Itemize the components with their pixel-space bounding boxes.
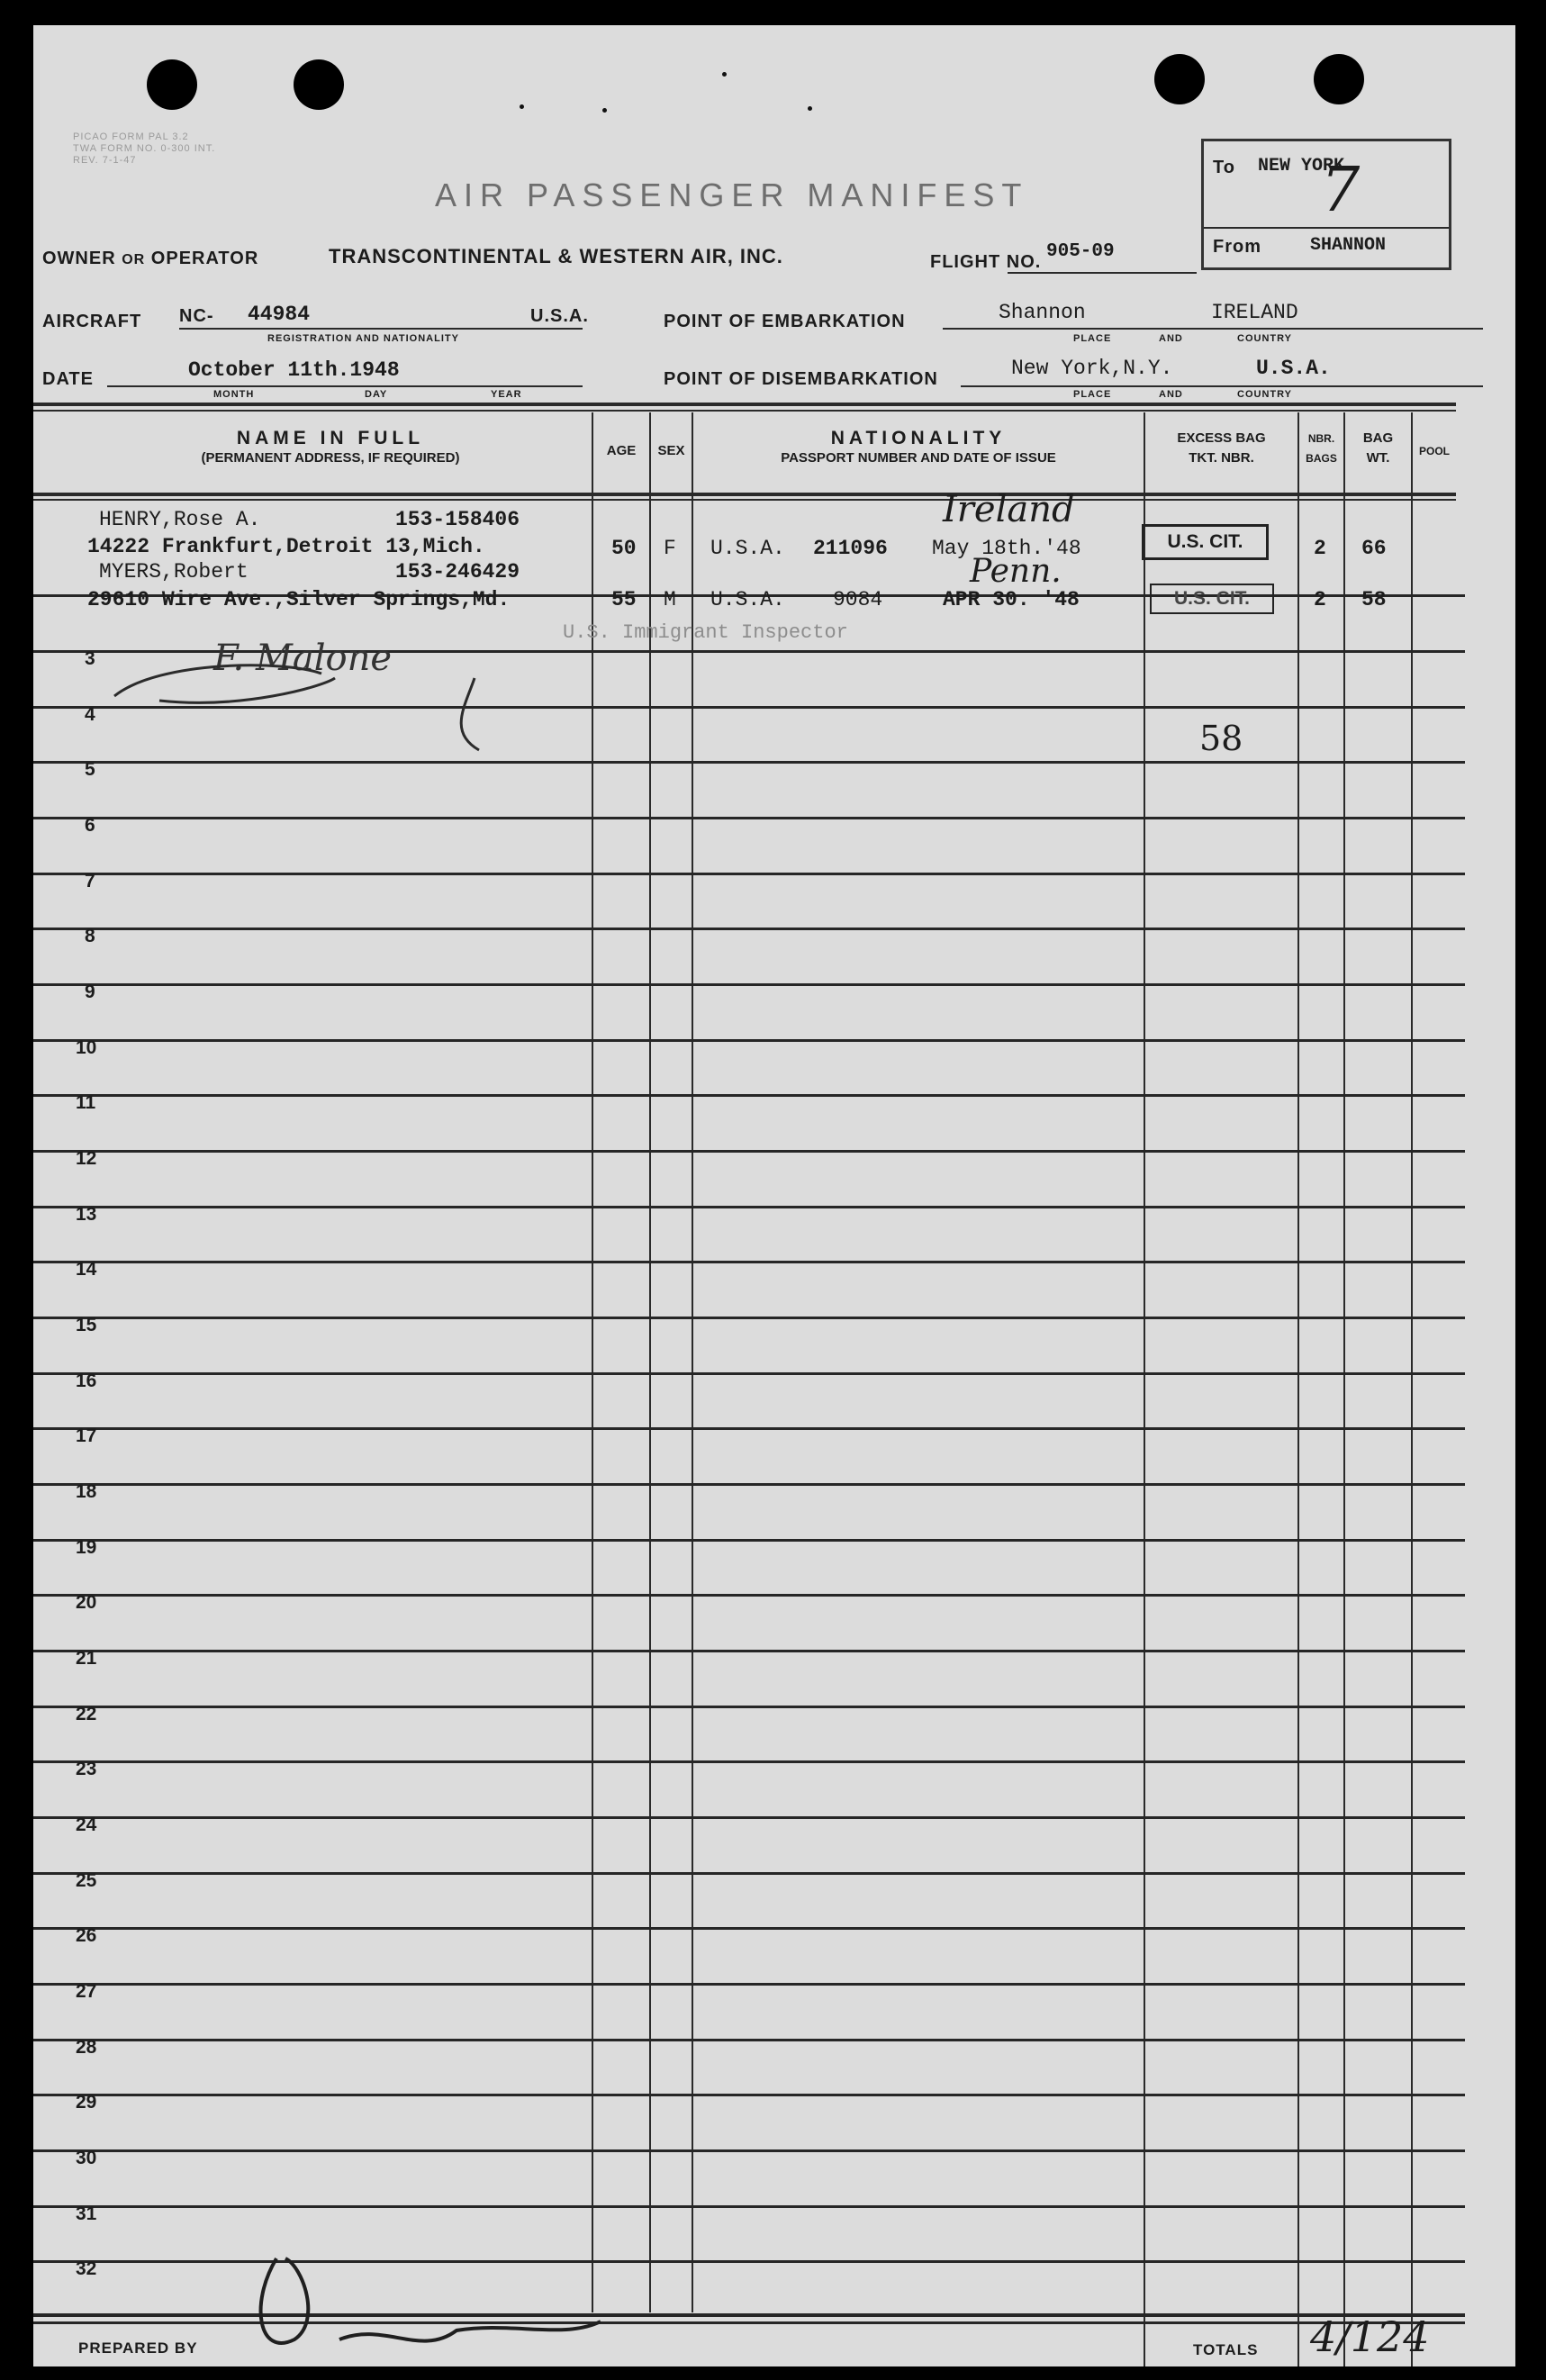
table-top-rule xyxy=(33,403,1456,406)
row-number: 14 xyxy=(76,1259,97,1280)
col-header-nbr-line: BAGS xyxy=(1306,452,1337,465)
owner-label: OWNER xyxy=(42,249,116,268)
row-rule xyxy=(33,2205,1465,2208)
passenger-sex: F xyxy=(664,537,676,560)
row-number: 7 xyxy=(85,871,95,891)
passenger-note: Penn. xyxy=(970,553,1062,590)
col-header-nbr-line: NBR. xyxy=(1307,432,1335,445)
row-number: 21 xyxy=(76,1648,97,1669)
row-rule xyxy=(33,1650,1465,1652)
date-caption-year: YEAR xyxy=(491,389,522,400)
row-number: 29 xyxy=(76,2092,97,2113)
passenger-bags: 2 xyxy=(1314,588,1326,611)
col-header-excess-line: EXCESS BAG xyxy=(1177,430,1266,446)
punch-hole xyxy=(1314,54,1364,104)
aircraft-prefix: NC- xyxy=(179,306,214,326)
table-top-rule xyxy=(33,410,1456,412)
row-rule xyxy=(33,983,1465,986)
row-number: 10 xyxy=(76,1037,97,1058)
disembarkation-underline xyxy=(961,385,1483,387)
col-header-excess-line: TKT. NBR. xyxy=(1189,450,1254,466)
date-value: October 11th.1948 xyxy=(188,358,400,382)
form-id-line: PICAO FORM PAL 3.2 xyxy=(73,131,189,142)
col-header-sex: SEX xyxy=(657,443,685,458)
embarkation-place: Shannon xyxy=(999,301,1086,324)
flight-label: FLIGHT NO. xyxy=(930,252,1042,272)
row-number: 12 xyxy=(76,1148,97,1169)
date-caption-day: DAY xyxy=(365,389,388,400)
passenger-nationality: U.S.A. xyxy=(710,588,785,611)
row-rule xyxy=(33,1206,1465,1208)
embarkation-caption-place: PLACE xyxy=(1073,333,1112,344)
inspector-signature: F. Malone xyxy=(213,638,393,679)
row-rule xyxy=(33,1872,1465,1875)
aircraft-underline xyxy=(179,328,583,330)
col-header-wt-line: BAG xyxy=(1362,430,1394,446)
row-rule xyxy=(33,2149,1465,2152)
to-label: To xyxy=(1213,158,1235,177)
col-divider xyxy=(649,412,651,2312)
punch-hole xyxy=(1154,54,1205,104)
col-header-name-sub: (PERMANENT ADDRESS, IF REQUIRED) xyxy=(201,450,460,466)
row-rule xyxy=(33,1150,1465,1153)
aircraft-registration: 44984 xyxy=(248,303,311,326)
passenger-weight: 58 xyxy=(1361,588,1387,611)
passenger-address: 14222 Frankfurt,Detroit 13,Mich. xyxy=(87,535,485,558)
excess-stamp: U.S. CIT. xyxy=(1142,524,1269,560)
signature-flourish xyxy=(105,624,574,759)
row-number: 9 xyxy=(85,982,95,1002)
passenger-bags: 2 xyxy=(1314,537,1326,560)
row-rule xyxy=(33,1094,1465,1097)
passenger-sex: M xyxy=(664,588,676,611)
disembarkation-country: U.S.A. xyxy=(1256,357,1331,380)
row-rule xyxy=(33,1317,1465,1319)
flight-underline xyxy=(1008,272,1197,274)
operator-label xyxy=(42,249,258,269)
date-label: DATE xyxy=(42,369,94,389)
row-rule xyxy=(33,928,1465,930)
embarkation-country: IRELAND xyxy=(1211,301,1298,324)
row-number: 32 xyxy=(76,2258,97,2279)
disembarkation-label: POINT OF DISEMBARKATION xyxy=(664,369,938,389)
operator-word: OPERATOR xyxy=(150,249,259,268)
prepared-by-label: PREPARED BY xyxy=(78,2339,198,2357)
excess-stamp: U.S. CIT. xyxy=(1150,584,1274,614)
passenger-age: 55 xyxy=(611,588,637,611)
aircraft-nationality: U.S.A. xyxy=(530,306,589,326)
form-id-line: TWA FORM NO. 0-300 INT. xyxy=(73,143,216,154)
row-number: 11 xyxy=(76,1092,96,1113)
col-header-age: AGE xyxy=(606,443,637,458)
passenger-passport: 9084 xyxy=(833,588,883,611)
row-rule xyxy=(33,1594,1465,1597)
speck xyxy=(520,104,524,109)
handwritten-weight: 58 xyxy=(1199,719,1243,758)
aircraft-caption: REGISTRATION AND NATIONALITY xyxy=(267,333,459,344)
row-rule xyxy=(33,1427,1465,1430)
row-number: 27 xyxy=(76,1981,97,2002)
row-rule xyxy=(33,1927,1465,1930)
speck xyxy=(602,108,607,113)
row-number: 22 xyxy=(76,1704,97,1724)
row-number: 28 xyxy=(76,2037,97,2058)
passenger-address: 29610 Wire Ave.,Silver Springs,Md. xyxy=(87,588,511,611)
preparer-signature xyxy=(240,2231,637,2366)
col-header-pool: POOL xyxy=(1418,445,1450,457)
row-rule xyxy=(33,1706,1465,1708)
row-rule xyxy=(33,2039,1465,2041)
to-value: NEW YORK xyxy=(1258,156,1345,176)
row-number: 15 xyxy=(76,1315,97,1335)
passenger-age: 50 xyxy=(611,537,637,560)
totals-label: TOTALS xyxy=(1193,2341,1259,2358)
row-rule xyxy=(33,1539,1465,1542)
row-number: 13 xyxy=(76,1204,97,1225)
row-number: 3 xyxy=(85,648,95,669)
passenger-name: MYERS,Robert xyxy=(99,560,249,584)
col-header-bag-wt xyxy=(1345,429,1411,468)
inspector-stamp: U.S. Immigrant Inspector xyxy=(563,621,848,644)
manifest-sheet xyxy=(33,25,1515,2366)
form-id xyxy=(73,131,215,167)
row-number: 6 xyxy=(85,815,95,836)
route-divider xyxy=(1204,227,1449,229)
col-header-excess xyxy=(1145,429,1297,468)
row-rule xyxy=(33,817,1465,819)
row-number: 31 xyxy=(76,2204,97,2224)
row-number: 16 xyxy=(76,1371,97,1391)
passenger-ref: 153-246429 xyxy=(395,560,520,584)
row-number: 19 xyxy=(76,1537,97,1558)
from-label: From xyxy=(1213,237,1261,257)
row-number: 8 xyxy=(85,926,95,946)
route-number: 7 xyxy=(1321,155,1361,226)
passenger-nationality: U.S.A. xyxy=(710,537,785,560)
disembarkation-caption-place: PLACE xyxy=(1073,389,1112,400)
header-bottom-rule xyxy=(33,499,1456,501)
row-number: 24 xyxy=(76,1814,97,1835)
from-value: SHANNON xyxy=(1310,235,1387,256)
row-number: 26 xyxy=(76,1925,97,1946)
row-number: 23 xyxy=(76,1759,97,1779)
speck xyxy=(722,72,727,77)
row-rule xyxy=(33,1760,1465,1763)
passenger-weight: 66 xyxy=(1361,537,1387,560)
embarkation-caption-country: COUNTRY xyxy=(1237,333,1292,344)
route-box xyxy=(1201,139,1451,270)
row-number: 20 xyxy=(76,1592,97,1613)
row-rule xyxy=(33,761,1465,764)
disembarkation-caption-country: COUNTRY xyxy=(1237,389,1292,400)
disembarkation-place: New York,N.Y. xyxy=(1011,357,1173,380)
punch-hole xyxy=(294,59,344,110)
speck xyxy=(808,106,812,111)
row-number: 18 xyxy=(76,1481,97,1502)
form-id-line: REV. 7-1-47 xyxy=(73,155,137,166)
row-rule xyxy=(33,1039,1465,1042)
row-number: 4 xyxy=(85,704,95,725)
row-number: 5 xyxy=(85,759,95,780)
row-rule xyxy=(33,1983,1465,1986)
row-rule xyxy=(33,873,1465,875)
passenger-issue-date: APR 30. '48 xyxy=(943,588,1080,611)
row-number: 30 xyxy=(76,2148,97,2168)
totals-value: 4/124 xyxy=(1310,2312,1430,2361)
row-rule xyxy=(33,1372,1465,1375)
header-bottom-rule xyxy=(33,493,1456,496)
date-underline xyxy=(107,385,583,387)
operator-value: TRANSCONTINENTAL & WESTERN AIR, INC. xyxy=(329,245,783,267)
flight-value: 905-09 xyxy=(1046,241,1115,262)
date-caption-month: MONTH xyxy=(213,389,255,400)
page-title: AIR PASSENGER MANIFEST xyxy=(435,176,1029,213)
col-divider xyxy=(692,412,693,2312)
col-header-nationality-sub: PASSPORT NUMBER AND DATE OF ISSUE xyxy=(781,450,1056,466)
row-rule xyxy=(33,1261,1465,1263)
col-header-nationality-title: NATIONALITY xyxy=(830,428,1007,448)
col-header-name-title: NAME IN FULL xyxy=(236,428,425,448)
disembarkation-caption-and: AND xyxy=(1159,389,1183,400)
row-rule xyxy=(33,1483,1465,1486)
col-header-nbr-bags xyxy=(1299,429,1343,468)
col-header-nationality xyxy=(693,429,1144,468)
row-rule xyxy=(33,2094,1465,2096)
passenger-name: HENRY,Rose A. xyxy=(99,508,261,531)
col-header-name xyxy=(87,429,574,468)
col-divider xyxy=(592,412,593,2312)
row-number: 17 xyxy=(76,1425,97,1446)
embarkation-label: POINT OF EMBARKATION xyxy=(664,312,906,331)
embarkation-underline xyxy=(943,328,1483,330)
embarkation-caption-and: AND xyxy=(1159,333,1183,344)
passenger-issue-date: May 18th.'48 xyxy=(932,537,1081,560)
row-number: 25 xyxy=(76,1870,97,1891)
passenger-note: Ireland xyxy=(943,489,1075,530)
passenger-passport: 211096 xyxy=(813,537,888,560)
col-header-wt-line: WT. xyxy=(1366,450,1390,466)
passenger-ref: 153-158406 xyxy=(395,508,520,531)
row-rule xyxy=(33,1816,1465,1819)
or-label: OR xyxy=(122,252,146,267)
aircraft-label: AIRCRAFT xyxy=(42,312,142,331)
punch-hole xyxy=(147,59,197,110)
